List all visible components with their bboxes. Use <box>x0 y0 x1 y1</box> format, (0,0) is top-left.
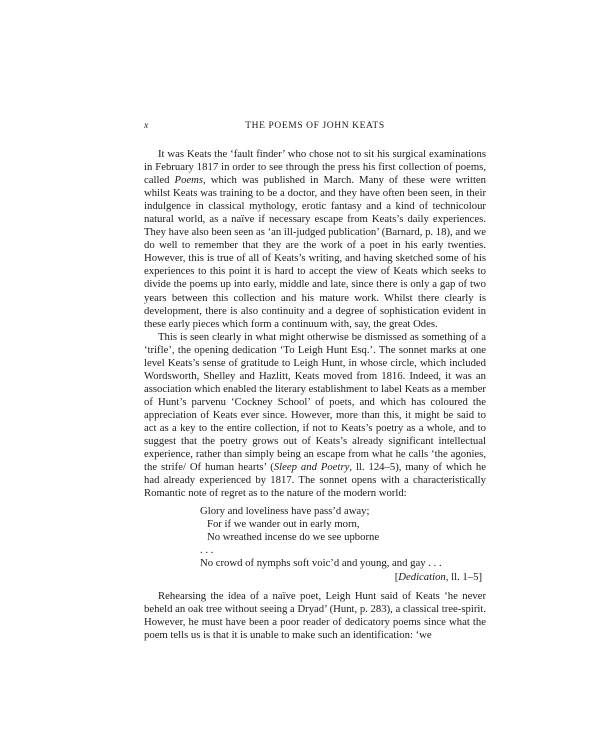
quote-line-4: No crowd of nymphs soft voic’d and young, and gay . . . <box>200 557 442 570</box>
paragraph-1 <box>144 148 486 331</box>
paragraph-3: Rehearsing the idea of a naïve poet, Leigh Hunt said of Keats ‘he never beheld an oak tree without seeing a Dryad’ (Hunt, p. 283), a classical tree-spirit. However, he must have been a poor reader of dedicatory poems since what the poem tells us is that it is unable to make such an identification: ‘we <box>144 589 486 641</box>
citation-rest: , ll. 1–5] <box>445 570 482 583</box>
quote-line-3: No wreathed incense do we see upborne <box>207 531 380 544</box>
sleep-and-poetry-italic: Sleep and Poetry <box>273 461 350 474</box>
poems-title-italic: Poems <box>174 174 204 187</box>
block-quote <box>144 505 486 583</box>
quote-line-2: For if we wander out in early morn, <box>207 518 360 531</box>
citation-open: [ <box>394 570 399 583</box>
citation-title: Dedication <box>398 570 446 583</box>
paragraph-1-text-a: It was Keats the ‘fault finder’ who chose not to sit his surgical examinations in February 1817 in order to see through the press his first collection of poems, called <box>144 148 486 187</box>
paragraph-1-text-b: , which was published in March. Many of these were written whilst Keats was training to be a doctor, and they have often been seen, in their indulgence in classical mythology, erotic fantasy and a kind of technicolour natural world, as a naïve if necessary escape from Keats’s daily experiences. They have also been seen as ‘an ill-judged publication’ (Barnard, p. 18), and we do well to remember that they are the work of a poet in his early twenties. However, this is true of all of Keats’s writing, and having sketched some of his experiences to this point it is hard to accept the view of Keats which seeks to divide the poems up into early, middle and late, since there is only a gap of two years between this collection and his mature work. Whilst there clearly is development, there is also continuity and a degree of sophistication evident in these early pieces which form a continuum with, say, the great Odes. <box>144 174 486 330</box>
paragraph-2-text-b: , ll. 124–5), many of which he had already experienced by 1817. The sonnet opens with a characteristically Romantic note of regret as to the nature of the modern world: <box>144 461 486 500</box>
running-header <box>144 121 486 135</box>
page-number: x <box>144 121 149 131</box>
quote-citation <box>144 571 486 584</box>
running-title: THE POEMS OF JOHN KEATS <box>245 121 385 131</box>
quote-ellipsis: . . . <box>200 544 214 557</box>
paragraph-2 <box>144 331 486 501</box>
quote-line-1: Glory and loveliness have pass’d away; <box>200 505 370 518</box>
paragraph-2-text-a: This is seen clearly in what might otherwise be dismissed as something of a ‘trifle’, the opening dedication ‘To Leigh Hunt Esq.’. The sonnet marks at one level Keats’s sense of gratitude to Leigh Hunt, in whose circle, which included Wordsworth, Shelley and Hazlitt, Keats moved from 1816. Indeed, it was an association which enabled the literary establishment to label Keats as a member of Hunt’s parvenu ‘Cockney School’ of poets, and which has coloured the appreciation of Keats ever since. However, more than this, it might be said to act as a key to the entire collection, if not to Keats’s poetry as a whole, and to suggest that the poetry grows out of Keats’s already significant intellectual experience, rather than simply being an escape from what he calls ‘the agonies, the strife/ Of human hearts’ ( <box>144 330 486 474</box>
body-text <box>144 148 486 642</box>
